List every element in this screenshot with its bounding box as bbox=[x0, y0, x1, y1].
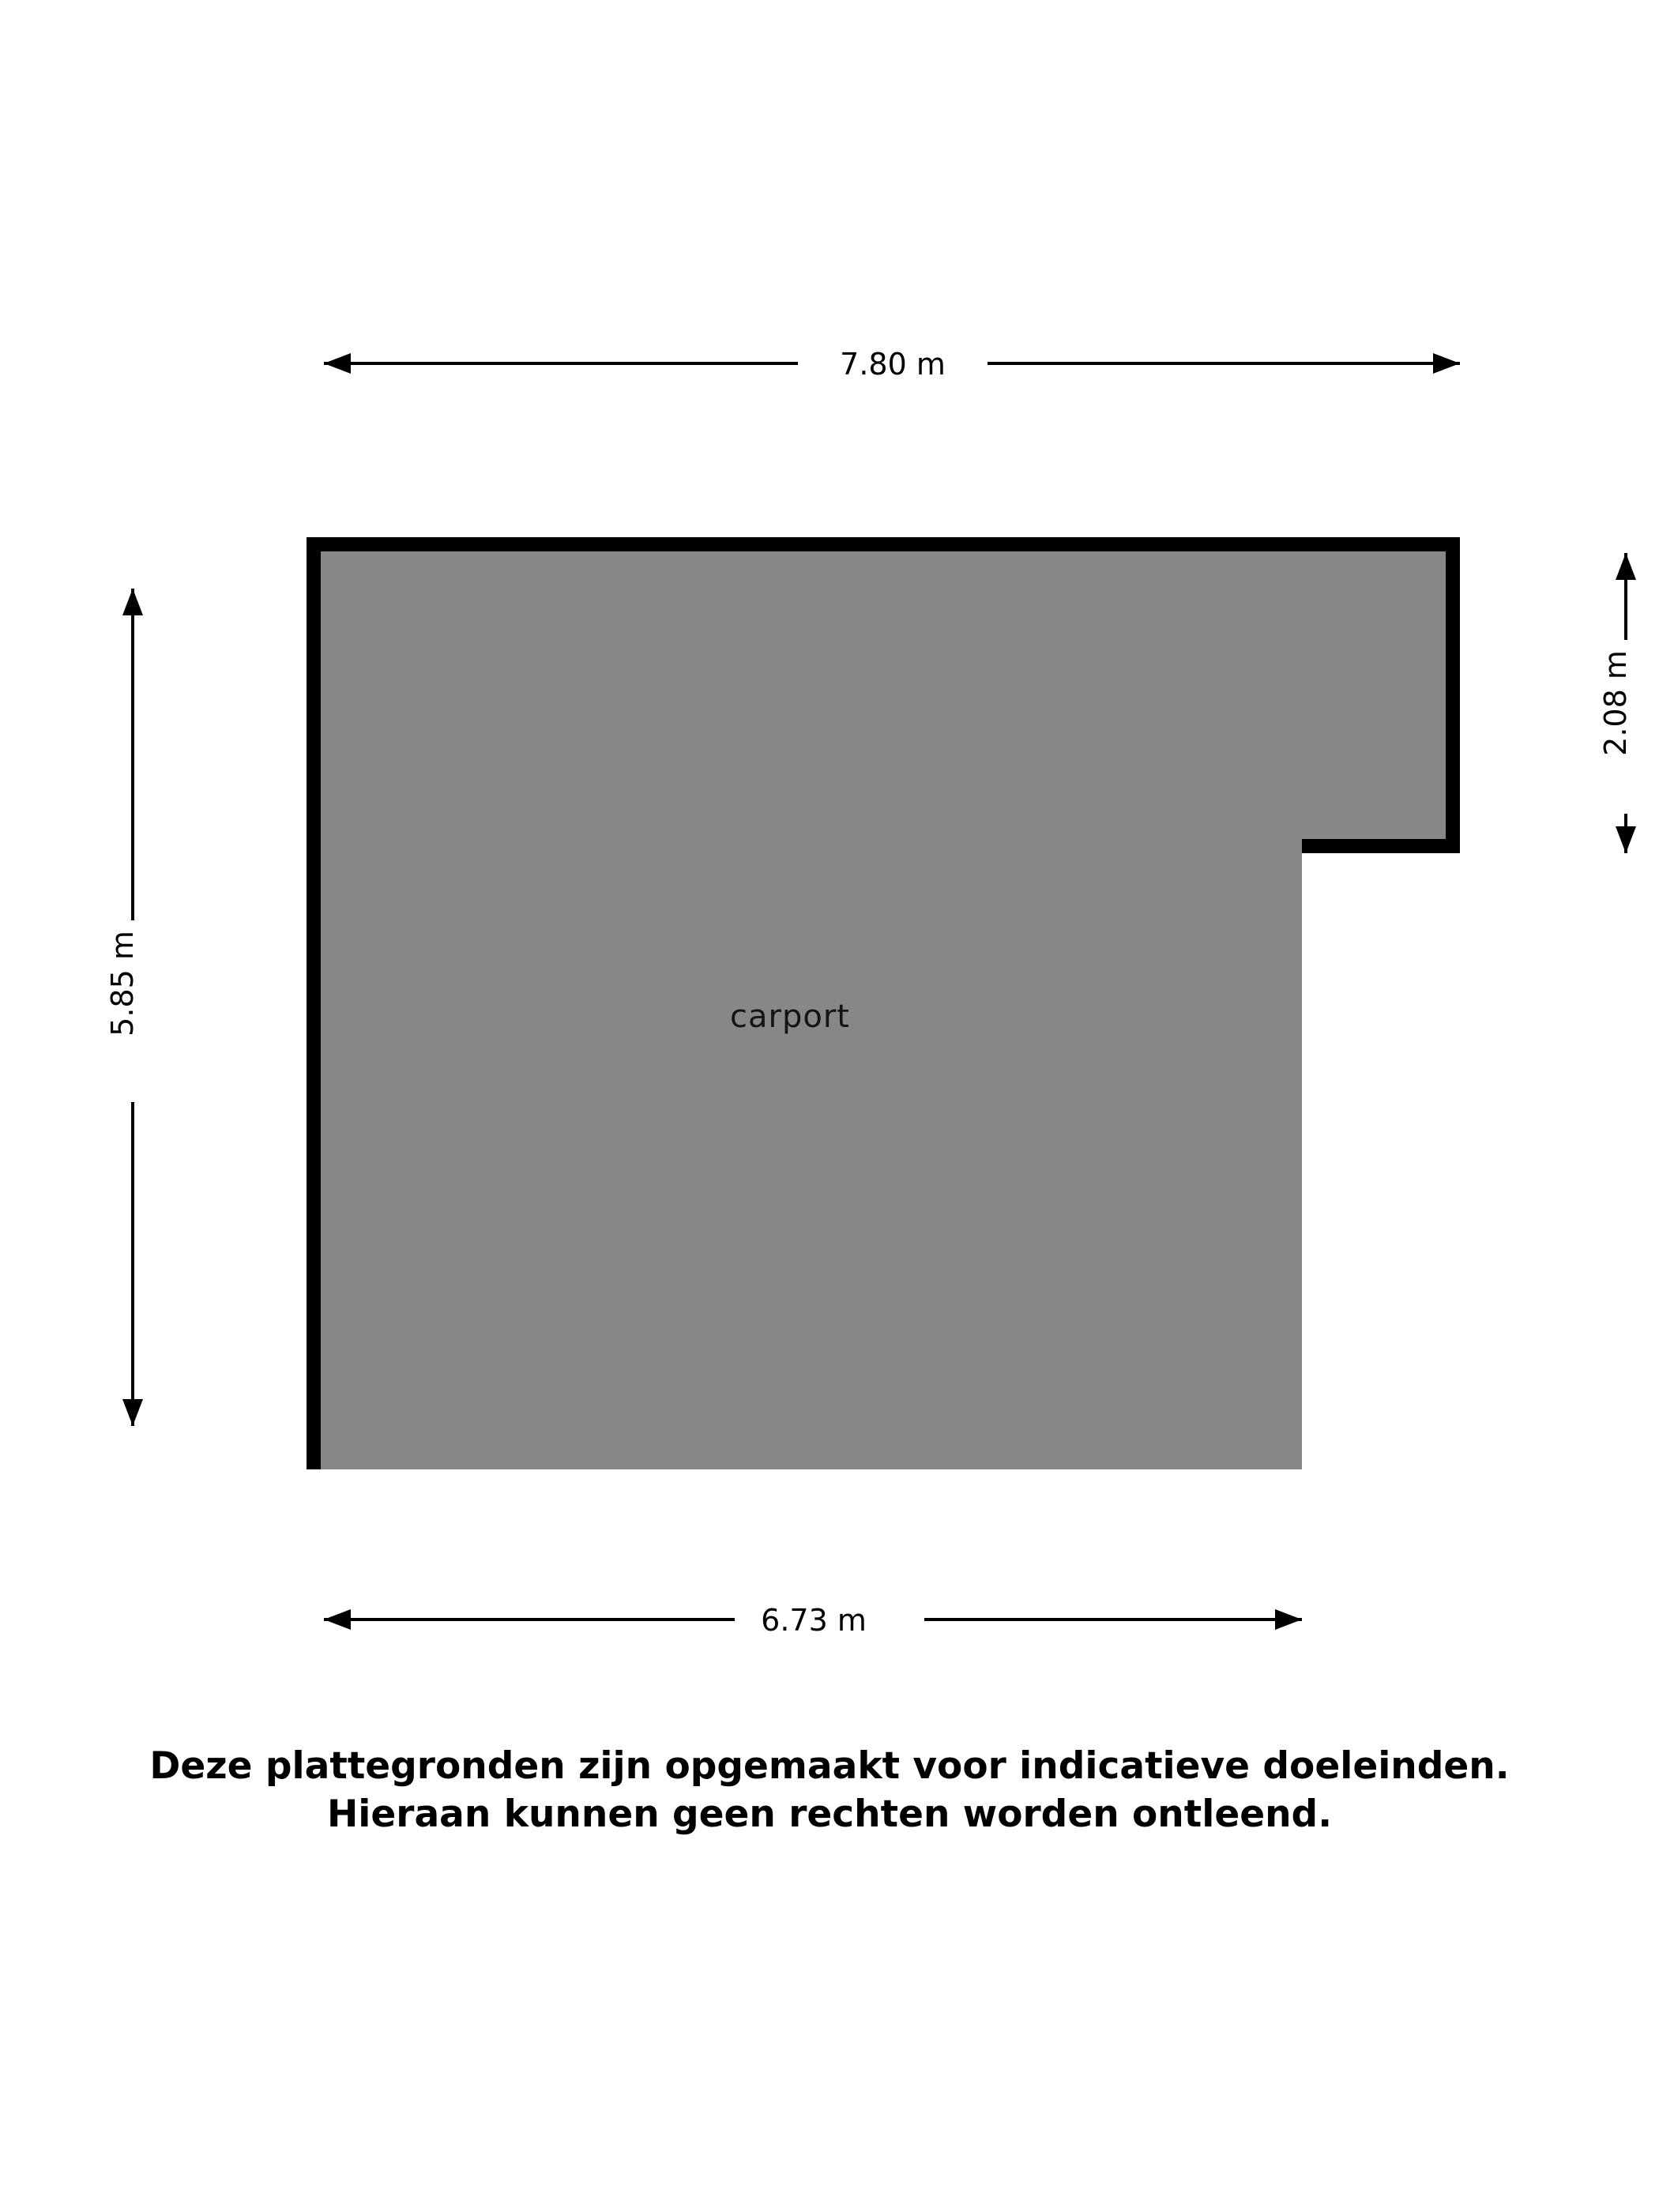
dimension-right-label: 2.08 m bbox=[1598, 650, 1633, 756]
disclaimer-line-2: Hieraan kunnen geen rechten worden ontleend. bbox=[326, 1793, 1333, 1837]
disclaimer-text bbox=[0, 1742, 1659, 1838]
dimension-bottom-label: 6.73 m bbox=[761, 1603, 867, 1638]
dimension-right bbox=[1598, 553, 1651, 853]
dimension-bottom bbox=[324, 1596, 1302, 1645]
disclaimer-line-1: Deze plattegronden zijn opgemaakt voor indicatieve doeleinden. bbox=[149, 1744, 1510, 1788]
dimension-top bbox=[324, 340, 1460, 389]
dimension-left-label: 5.85 m bbox=[105, 931, 140, 1036]
room-label-carport: carport bbox=[730, 999, 850, 1035]
dimension-left bbox=[105, 589, 158, 1426]
dimension-top-label: 7.80 m bbox=[840, 347, 946, 382]
carport-outline bbox=[307, 537, 1460, 1469]
